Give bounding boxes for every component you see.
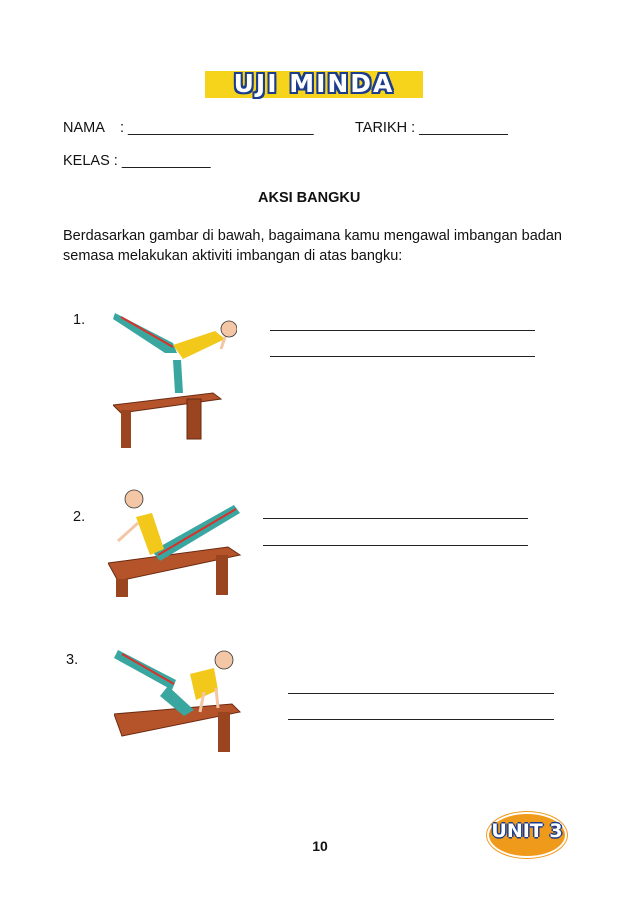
kelas-field: KELAS : ___________ [63,153,211,169]
answer-line-2a[interactable] [263,518,528,519]
illustration-3 [114,640,244,754]
answer-line-2b[interactable] [263,545,528,546]
answer-line-3b[interactable] [288,719,554,720]
page-title: UJI MINDA [233,69,395,98]
tarikh-field: TARIKH : ___________ [355,120,508,136]
nama-field: : _______________________ [120,120,314,136]
question-number-1: 1. [73,312,86,328]
nama-label: NAMA [63,120,105,136]
page-number: 10 [312,838,328,854]
answer-line-1b[interactable] [270,356,535,357]
unit-badge-label: UNIT 3 [491,820,563,842]
illustration-1 [113,305,237,448]
question-number-2: 2. [73,509,86,525]
answer-line-1a[interactable] [270,330,535,331]
question-number-3: 3. [66,652,79,668]
section-heading: AKSI BANGKU [258,190,361,206]
answer-line-3a[interactable] [288,693,554,694]
instruction-text: Berdasarkan gambar di bawah, bagaimana kamu mengawal imbangan badan semasa melakukan aktiviti imbangan di atas bangku: [63,228,562,264]
illustration-2 [108,485,248,601]
